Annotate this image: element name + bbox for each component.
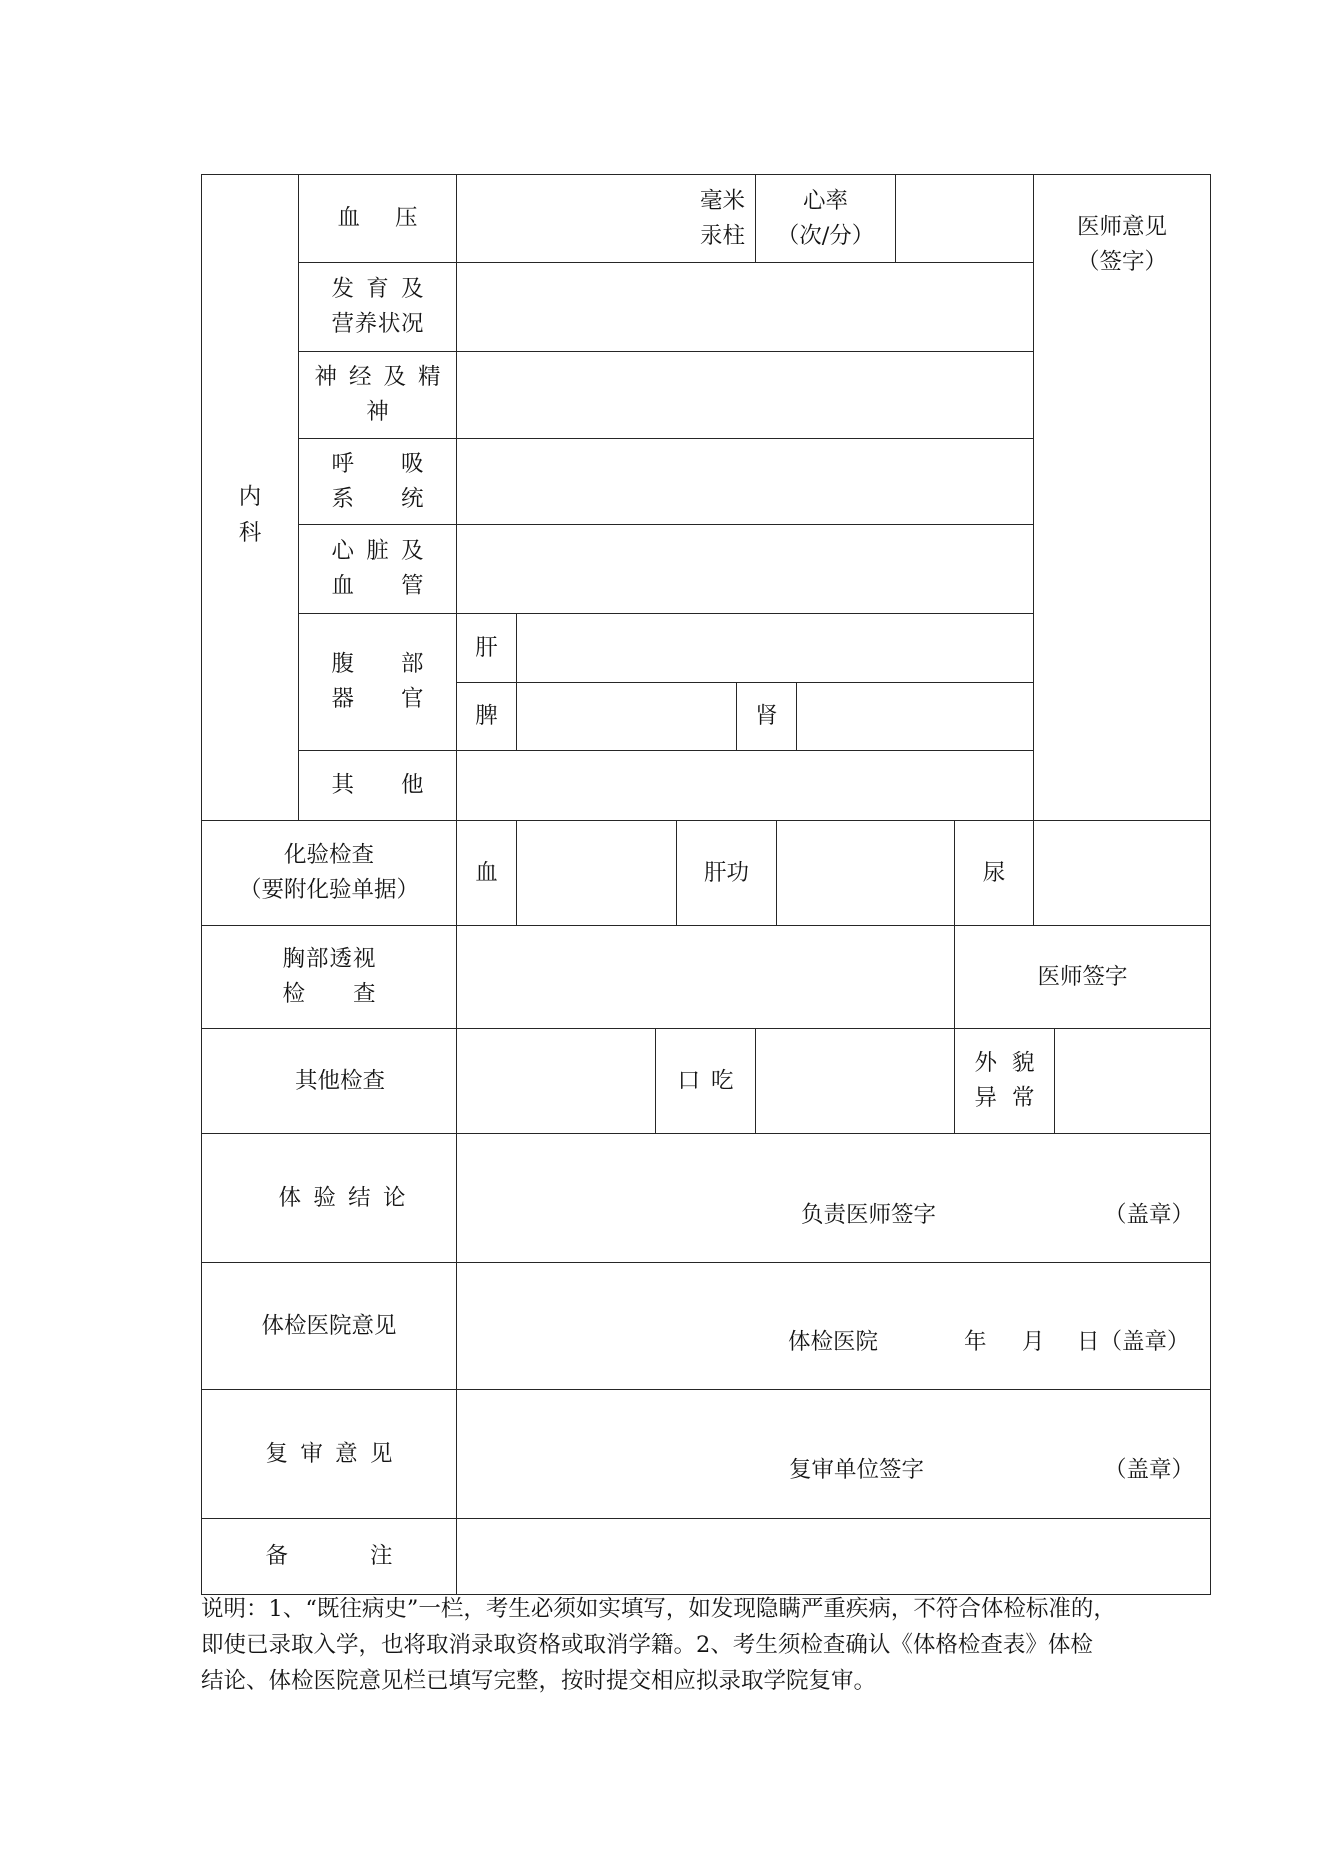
chest-doctor-signature-label: 医师签字 bbox=[1037, 963, 1128, 990]
review-label-cell bbox=[201, 1389, 457, 1519]
blood-label-cell bbox=[456, 820, 517, 926]
hospital-opinion-value-cell bbox=[456, 1262, 1211, 1390]
appearance-label-cell bbox=[954, 1028, 1055, 1134]
respiratory-label-line-1: 呼 吸 bbox=[331, 450, 424, 477]
internal-medicine-label: 内科 bbox=[238, 484, 262, 546]
review-seal-label: （盖章） bbox=[1104, 1457, 1195, 1483]
spleen-value-cell bbox=[516, 682, 737, 751]
note-line-1: 说明：1、“既往病史”一栏，考生必须如实填写，如发现隐瞒严重疾病，不符合体检标准的， bbox=[201, 1596, 1116, 1622]
conclusion-label: 体 验 结 论 bbox=[278, 1184, 406, 1211]
day-seal-label: 日（盖章） bbox=[1077, 1329, 1190, 1355]
review-value-cell bbox=[456, 1389, 1211, 1519]
nervous-label-line-1: 神 经 及 精 bbox=[314, 364, 441, 390]
blood-pressure-label: 血 压 bbox=[337, 205, 418, 231]
heart-rate-label-line-2: （次/分） bbox=[776, 222, 875, 249]
respiratory-value-cell bbox=[456, 438, 1034, 525]
chest-value-cell bbox=[456, 925, 955, 1029]
note-line-3: 结论、体检医院意见栏已填写完整，按时提交相应拟录取学院复审。 bbox=[201, 1668, 877, 1694]
hospital-opinion-label: 体检医院意见 bbox=[261, 1312, 397, 1339]
development-value-cell bbox=[456, 262, 1034, 352]
conclusion-label-cell bbox=[201, 1133, 457, 1263]
other-label-cell bbox=[298, 750, 457, 821]
kidney-value-cell bbox=[796, 682, 1034, 751]
liver-label: 肝 bbox=[475, 634, 498, 661]
hospital-opinion-label-cell bbox=[201, 1262, 457, 1390]
liver-function-label: 肝功 bbox=[703, 859, 749, 886]
chest-label-cell bbox=[201, 925, 457, 1029]
lab-label-cell bbox=[201, 820, 457, 926]
conclusion-value-cell bbox=[456, 1133, 1211, 1263]
appearance-label-line-2: 异 常 bbox=[974, 1085, 1035, 1111]
month-label: 月 bbox=[1022, 1329, 1045, 1355]
other-exams-label-cell bbox=[201, 1028, 457, 1134]
respiratory-label-line-2: 系 统 bbox=[331, 485, 424, 512]
blood-pressure-value-cell bbox=[456, 174, 756, 263]
conclusion-seal-label: （盖章） bbox=[1104, 1202, 1195, 1228]
heart-rate-value-cell bbox=[895, 174, 1034, 263]
chest-label-line-2: 检 查 bbox=[282, 981, 376, 1007]
heart-rate-label-line-1: 心率 bbox=[802, 187, 848, 214]
urine-label: 尿 bbox=[982, 859, 1006, 886]
note-line-2: 即使已录取入学，也将取消录取资格或取消学籍。2、考生须检查确认《体格检查表》体检 bbox=[201, 1632, 1093, 1658]
appearance-label-line-1: 外 貌 bbox=[974, 1050, 1035, 1076]
cardio-label-cell bbox=[298, 524, 457, 614]
heart-rate-label-cell bbox=[755, 174, 896, 263]
other-exams-value-cell bbox=[456, 1028, 656, 1134]
kidney-label: 肾 bbox=[755, 703, 778, 729]
blood-pressure-label-cell bbox=[298, 174, 457, 263]
blood-value-cell bbox=[516, 820, 677, 926]
hospital-name-label: 体检医院 bbox=[788, 1329, 879, 1355]
remarks-label-cell bbox=[201, 1518, 457, 1595]
cardio-label-line-1: 心 脏 及 bbox=[331, 538, 424, 564]
internal-medicine-section bbox=[201, 174, 299, 821]
nervous-value-cell bbox=[456, 351, 1034, 439]
blood-pressure-unit-line-1: 毫米 bbox=[699, 187, 745, 214]
doctor-opinion-cell bbox=[1033, 174, 1211, 821]
heart-rate-label bbox=[777, 184, 875, 254]
doctor-opinion-line-2: （签字） bbox=[1076, 249, 1167, 275]
stutter-label-cell bbox=[655, 1028, 756, 1134]
doctor-opinion-line-1: 医师意见 bbox=[1076, 214, 1167, 240]
year-label: 年 bbox=[964, 1329, 987, 1355]
urine-value-cell bbox=[1033, 820, 1211, 926]
lab-label-line-1: 化验检查 bbox=[283, 842, 374, 868]
development-label-line-2: 营养状况 bbox=[331, 311, 424, 337]
other-value-cell bbox=[456, 750, 1034, 821]
lab-label-line-2: （要附化验单据） bbox=[238, 877, 419, 903]
blood-label: 血 bbox=[475, 859, 498, 886]
blood-pressure-unit bbox=[700, 184, 745, 254]
doctor-opinion-label bbox=[1077, 210, 1167, 280]
blood-pressure-unit-line-2: 汞柱 bbox=[699, 222, 745, 249]
liver-label-cell bbox=[456, 613, 517, 683]
review-label: 复 审 意 见 bbox=[265, 1440, 393, 1467]
spleen-label: 脾 bbox=[475, 703, 498, 729]
other-label: 其 他 bbox=[331, 772, 424, 798]
nervous-label-line-2: 神 bbox=[366, 399, 389, 425]
development-label-cell bbox=[298, 262, 457, 352]
chest-label-line-1: 胸部透视 bbox=[282, 946, 376, 972]
explanatory-note bbox=[201, 1591, 1116, 1699]
abdomen-label-cell bbox=[298, 613, 457, 751]
review-signature-label: 复审单位签字 bbox=[789, 1457, 925, 1483]
liver-function-label-cell bbox=[676, 820, 777, 926]
respiratory-label-cell bbox=[298, 438, 457, 525]
conclusion-signature-label: 负责医师签字 bbox=[801, 1202, 937, 1228]
stutter-label: 口 吃 bbox=[677, 1067, 734, 1094]
remarks-label: 备 注 bbox=[265, 1543, 393, 1569]
cardio-value-cell bbox=[456, 524, 1034, 614]
abdomen-label-line-2: 器 官 bbox=[331, 686, 424, 712]
abdomen-label-line-1: 腹 部 bbox=[331, 651, 424, 677]
stutter-value-cell bbox=[755, 1028, 955, 1134]
kidney-label-cell bbox=[736, 682, 797, 751]
remarks-value-cell bbox=[456, 1518, 1211, 1595]
cardio-label-line-2: 血 管 bbox=[331, 573, 424, 599]
appearance-value-cell bbox=[1054, 1028, 1211, 1134]
development-label-line-1: 发 育 及 bbox=[331, 276, 424, 302]
spleen-label-cell bbox=[456, 682, 517, 751]
urine-label-cell bbox=[954, 820, 1034, 926]
liver-value-cell bbox=[516, 613, 1034, 683]
chest-doctor-signature-cell bbox=[954, 925, 1211, 1029]
liver-function-value-cell bbox=[776, 820, 955, 926]
other-exams-label: 其他检查 bbox=[294, 1067, 385, 1094]
nervous-label-cell bbox=[298, 351, 457, 439]
